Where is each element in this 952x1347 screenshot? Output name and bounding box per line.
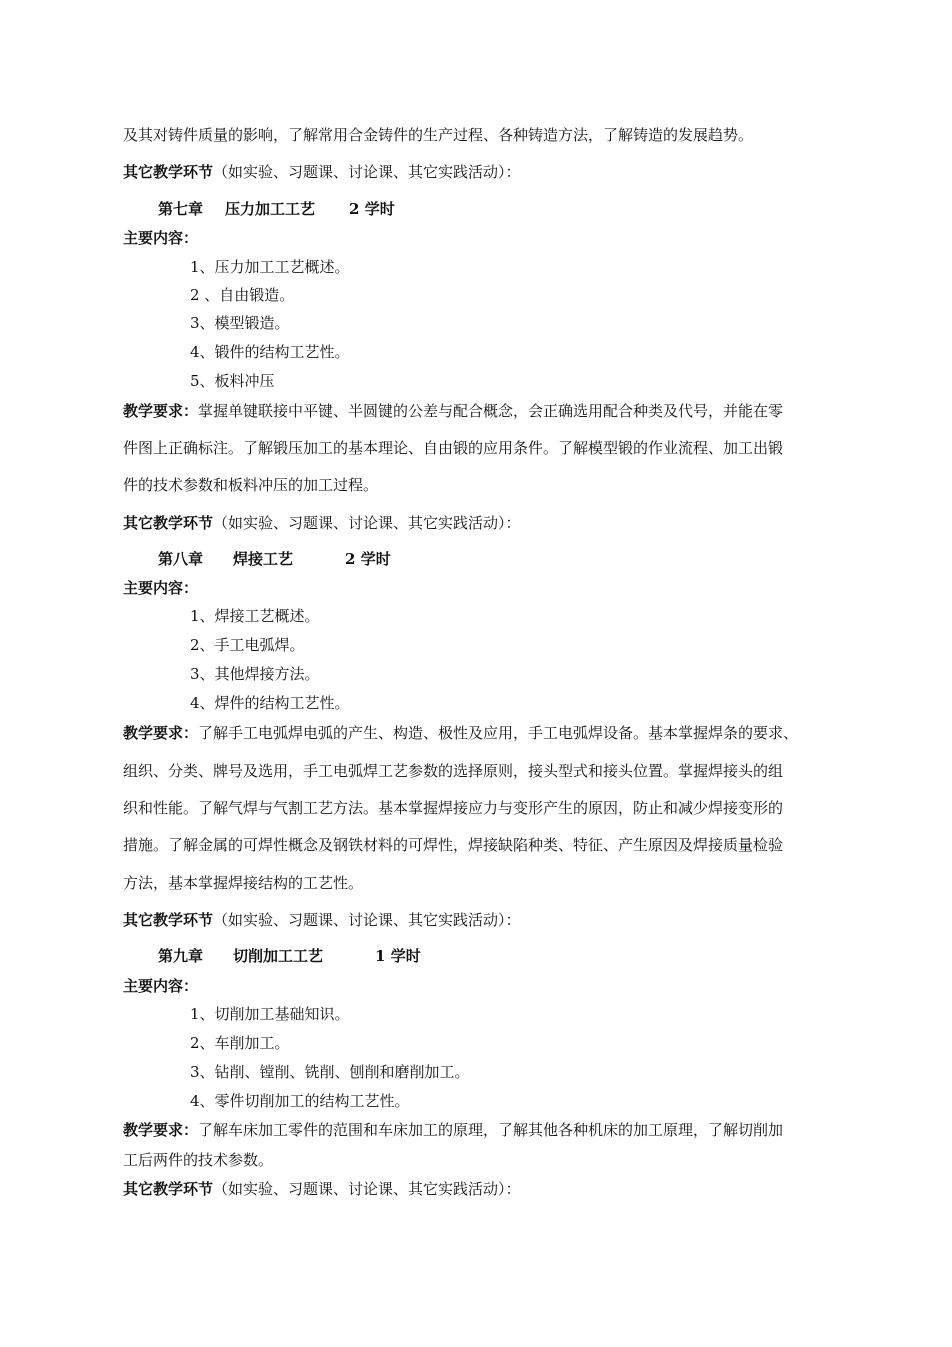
other-activities-line <box>123 1179 521 1199</box>
requirements-text: 方法，基本掌握焊接结构的工艺性。 <box>123 874 364 892</box>
list-item: 2 、自由锻造。 <box>190 286 295 304</box>
list-item: 3、其他焊接方法。 <box>190 665 320 683</box>
requirements-label: 教学要求： <box>123 724 199 742</box>
requirements-text: 掌握单键联接中平键、半圆键的公差与配合概念，会正确选用配合种类及代号，并能在零 <box>198 402 784 420</box>
other-activities-line <box>123 910 521 930</box>
requirements-text: 措施。了解金属的可焊性概念及钢铁材料的可焊性，焊接缺陷种类、特征、产生原因及焊接质量检验 <box>123 836 784 854</box>
list-item: 4、焊件的结构工艺性。 <box>190 694 350 712</box>
list-item: 3、模型锻造。 <box>190 314 290 332</box>
list-item: 1、切削加工基础知识。 <box>190 1005 350 1023</box>
requirements-label: 教学要求： <box>123 402 199 420</box>
list-item: 3、钻削、镗削、铣削、刨削和磨削加工。 <box>190 1063 470 1081</box>
main-content-label: 主要内容： <box>123 977 199 995</box>
requirements-text: 组织、分类、牌号及选用，手工电弧焊工艺参数的选择原则，接头型式和接头位置。掌握焊接头的组 <box>123 762 784 780</box>
chapter-number: 第九章 <box>158 947 204 965</box>
other-activities-label: 其它教学环节 <box>123 911 214 929</box>
chapter-9-heading <box>158 946 421 966</box>
requirements-line <box>123 401 783 421</box>
requirements-label: 教学要求： <box>123 1121 199 1139</box>
list-item: 1、压力加工工艺概述。 <box>190 258 350 276</box>
requirements-text: 了解车床加工零件的范围和车床加工的原理，了解其他各种机床的加工原理，了解切削加 <box>198 1121 784 1139</box>
list-item: 4、零件切削加工的结构工艺性。 <box>190 1092 410 1110</box>
requirements-line <box>123 723 798 743</box>
other-activities-line <box>123 162 521 182</box>
main-content-label: 主要内容： <box>123 579 199 597</box>
list-item: 2、手工电弧焊。 <box>190 636 305 654</box>
requirements-line <box>123 1120 783 1140</box>
other-activities-note: （如实验、习题课、讨论课、其它实践活动）： <box>213 911 521 929</box>
other-activities-label: 其它教学环节 <box>123 163 214 181</box>
other-activities-note: （如实验、习题课、讨论课、其它实践活动）： <box>213 163 521 181</box>
requirements-text: 织和性能。了解气焊与气割工艺方法。基本掌握焊接应力与变形产生的原因，防止和减少焊接变形的 <box>123 799 784 817</box>
chapter-hours: 1 学时 <box>375 947 421 965</box>
list-item: 2、车削加工。 <box>190 1034 290 1052</box>
chapter-title: 切削加工工艺 <box>233 947 324 965</box>
other-activities-note: （如实验、习题课、讨论课、其它实践活动）： <box>213 514 521 532</box>
list-item: 5、板料冲压 <box>190 372 275 390</box>
requirements-text: 件的技术参数和板料冲压的加工过程。 <box>123 476 379 494</box>
requirements-text: 工后两件的技术参数。 <box>123 1151 274 1169</box>
other-activities-label: 其它教学环节 <box>123 1180 214 1198</box>
chapter-number: 第七章 <box>158 200 204 218</box>
chapter-hours: 2 学时 <box>345 550 391 568</box>
chapter-number: 第八章 <box>158 550 204 568</box>
main-content-label: 主要内容： <box>123 229 199 247</box>
chapter-8-heading <box>158 549 391 569</box>
other-activities-line <box>123 513 521 533</box>
requirements-text: 了解手工电弧焊电弧的产生、构造、极性及应用，手工电弧焊设备。基本掌握焊条的要求、 <box>198 724 799 742</box>
other-activities-note: （如实验、习题课、讨论课、其它实践活动）： <box>213 1180 521 1198</box>
list-item: 1、焊接工艺概述。 <box>190 607 320 625</box>
other-activities-label: 其它教学环节 <box>123 514 214 532</box>
intro-paragraph: 及其对铸件质量的影响，了解常用合金铸件的生产过程、各种铸造方法，了解铸造的发展趋势。 <box>123 126 754 144</box>
chapter-hours: 2 学时 <box>349 200 395 218</box>
requirements-text: 件图上正确标注。了解锻压加工的基本理论、自由锻的应用条件。了解模型锻的作业流程、加工出锻 <box>123 439 784 457</box>
list-item: 4、锻件的结构工艺性。 <box>190 343 350 361</box>
chapter-7-heading <box>158 199 395 219</box>
chapter-title: 焊接工艺 <box>233 550 294 568</box>
chapter-title: 压力加工工艺 <box>225 200 316 218</box>
